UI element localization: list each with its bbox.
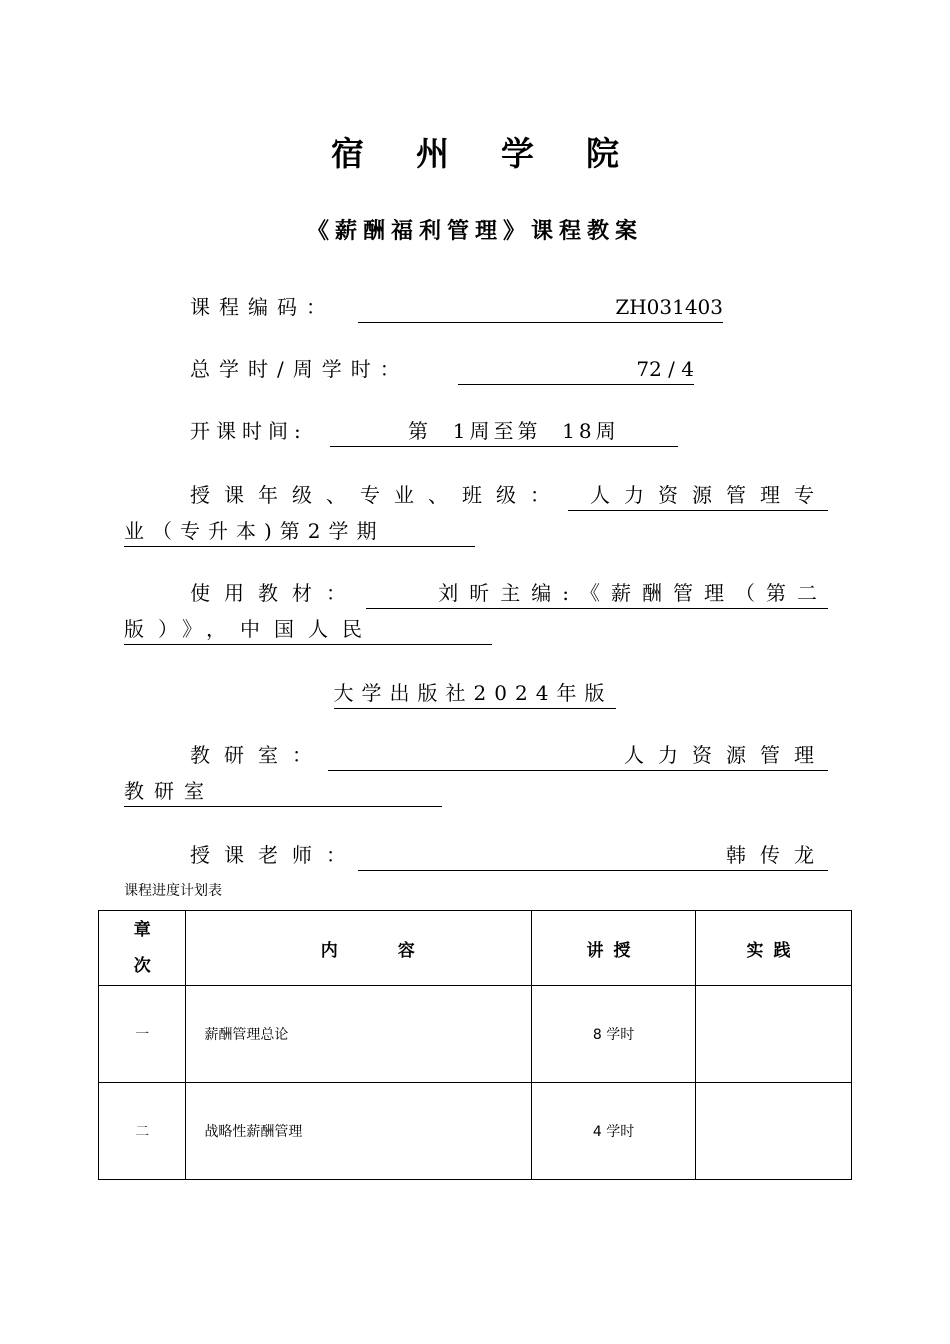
course-code-row [190,292,335,322]
dept-label: 教研室： [190,743,326,767]
hours-row [190,354,409,384]
textbook-value-line-1 [366,578,828,609]
row-practice [695,986,851,1083]
course-schedule-table [98,910,852,1180]
row-lecture: 8 学时 [532,986,696,1083]
row-lecture: 4 学时 [532,1083,696,1180]
course-time-value: 第 1周至第 18周 [408,419,620,443]
textbook-label: 使用教材： [190,581,360,605]
course-time-row [190,416,307,446]
hours-value: 72 / 4 [636,357,694,381]
teacher-value-line [358,840,828,871]
hours-value-line [458,354,694,385]
textbook-value-1: 刘昕主编:《薪酬管理（第二 [438,581,828,605]
dept-value-line-1 [328,740,828,771]
row-content: 战略性薪酬管理 [186,1083,532,1180]
teacher-row [190,840,360,870]
row-chapter: 二 [99,1083,186,1180]
school-name: 宿州学院 [331,134,671,173]
grade-value-line-1 [568,480,828,511]
course-code-value-line [358,292,723,323]
header-content: 内容 [186,911,532,986]
row-practice [695,1083,851,1180]
hours-label: 总学时/周学时： [190,357,409,381]
table-header-row [99,911,852,986]
table-row [99,986,852,1083]
course-code-label: 课程编码： [190,295,335,319]
course-time-label: 开课时间: [190,419,307,443]
textbook-value-line-2 [124,614,492,645]
grade-value-2: 业（专升本)第2学期 [124,519,385,543]
textbook-row [190,578,360,608]
teacher-label: 授课老师： [190,843,360,867]
textbook-publisher-row [0,678,950,709]
dept-row [190,740,326,770]
header-practice: 实践 [695,911,851,986]
dept-value-line-2 [124,776,442,807]
row-content: 薪酬管理总论 [186,986,532,1083]
grade-value-line-2 [124,516,475,547]
course-time-value-line [330,416,678,447]
course-code-value: ZH031403 [615,295,723,319]
grade-value-1: 人力资源管理专 [590,483,828,507]
course-title: 《薪酬福利管理》课程教案 [306,219,643,244]
textbook-value-2: 版）》，中国人民 [124,617,376,641]
header-chapter: 章次 [99,911,186,986]
grade-label: 授课年级、专业、班级： [190,483,564,507]
textbook-value-3: 大学出版社2024年版 [334,678,617,709]
table-row [99,1083,852,1180]
row-chapter: 一 [99,986,186,1083]
table-caption: 课程进度计划表 [124,883,222,899]
teacher-value: 韩传龙 [726,843,828,867]
grade-row [190,480,564,510]
dept-value-1: 人力资源管理 [624,743,828,767]
dept-value-2: 教研室 [124,779,214,803]
header-lecture: 讲授 [532,911,696,986]
